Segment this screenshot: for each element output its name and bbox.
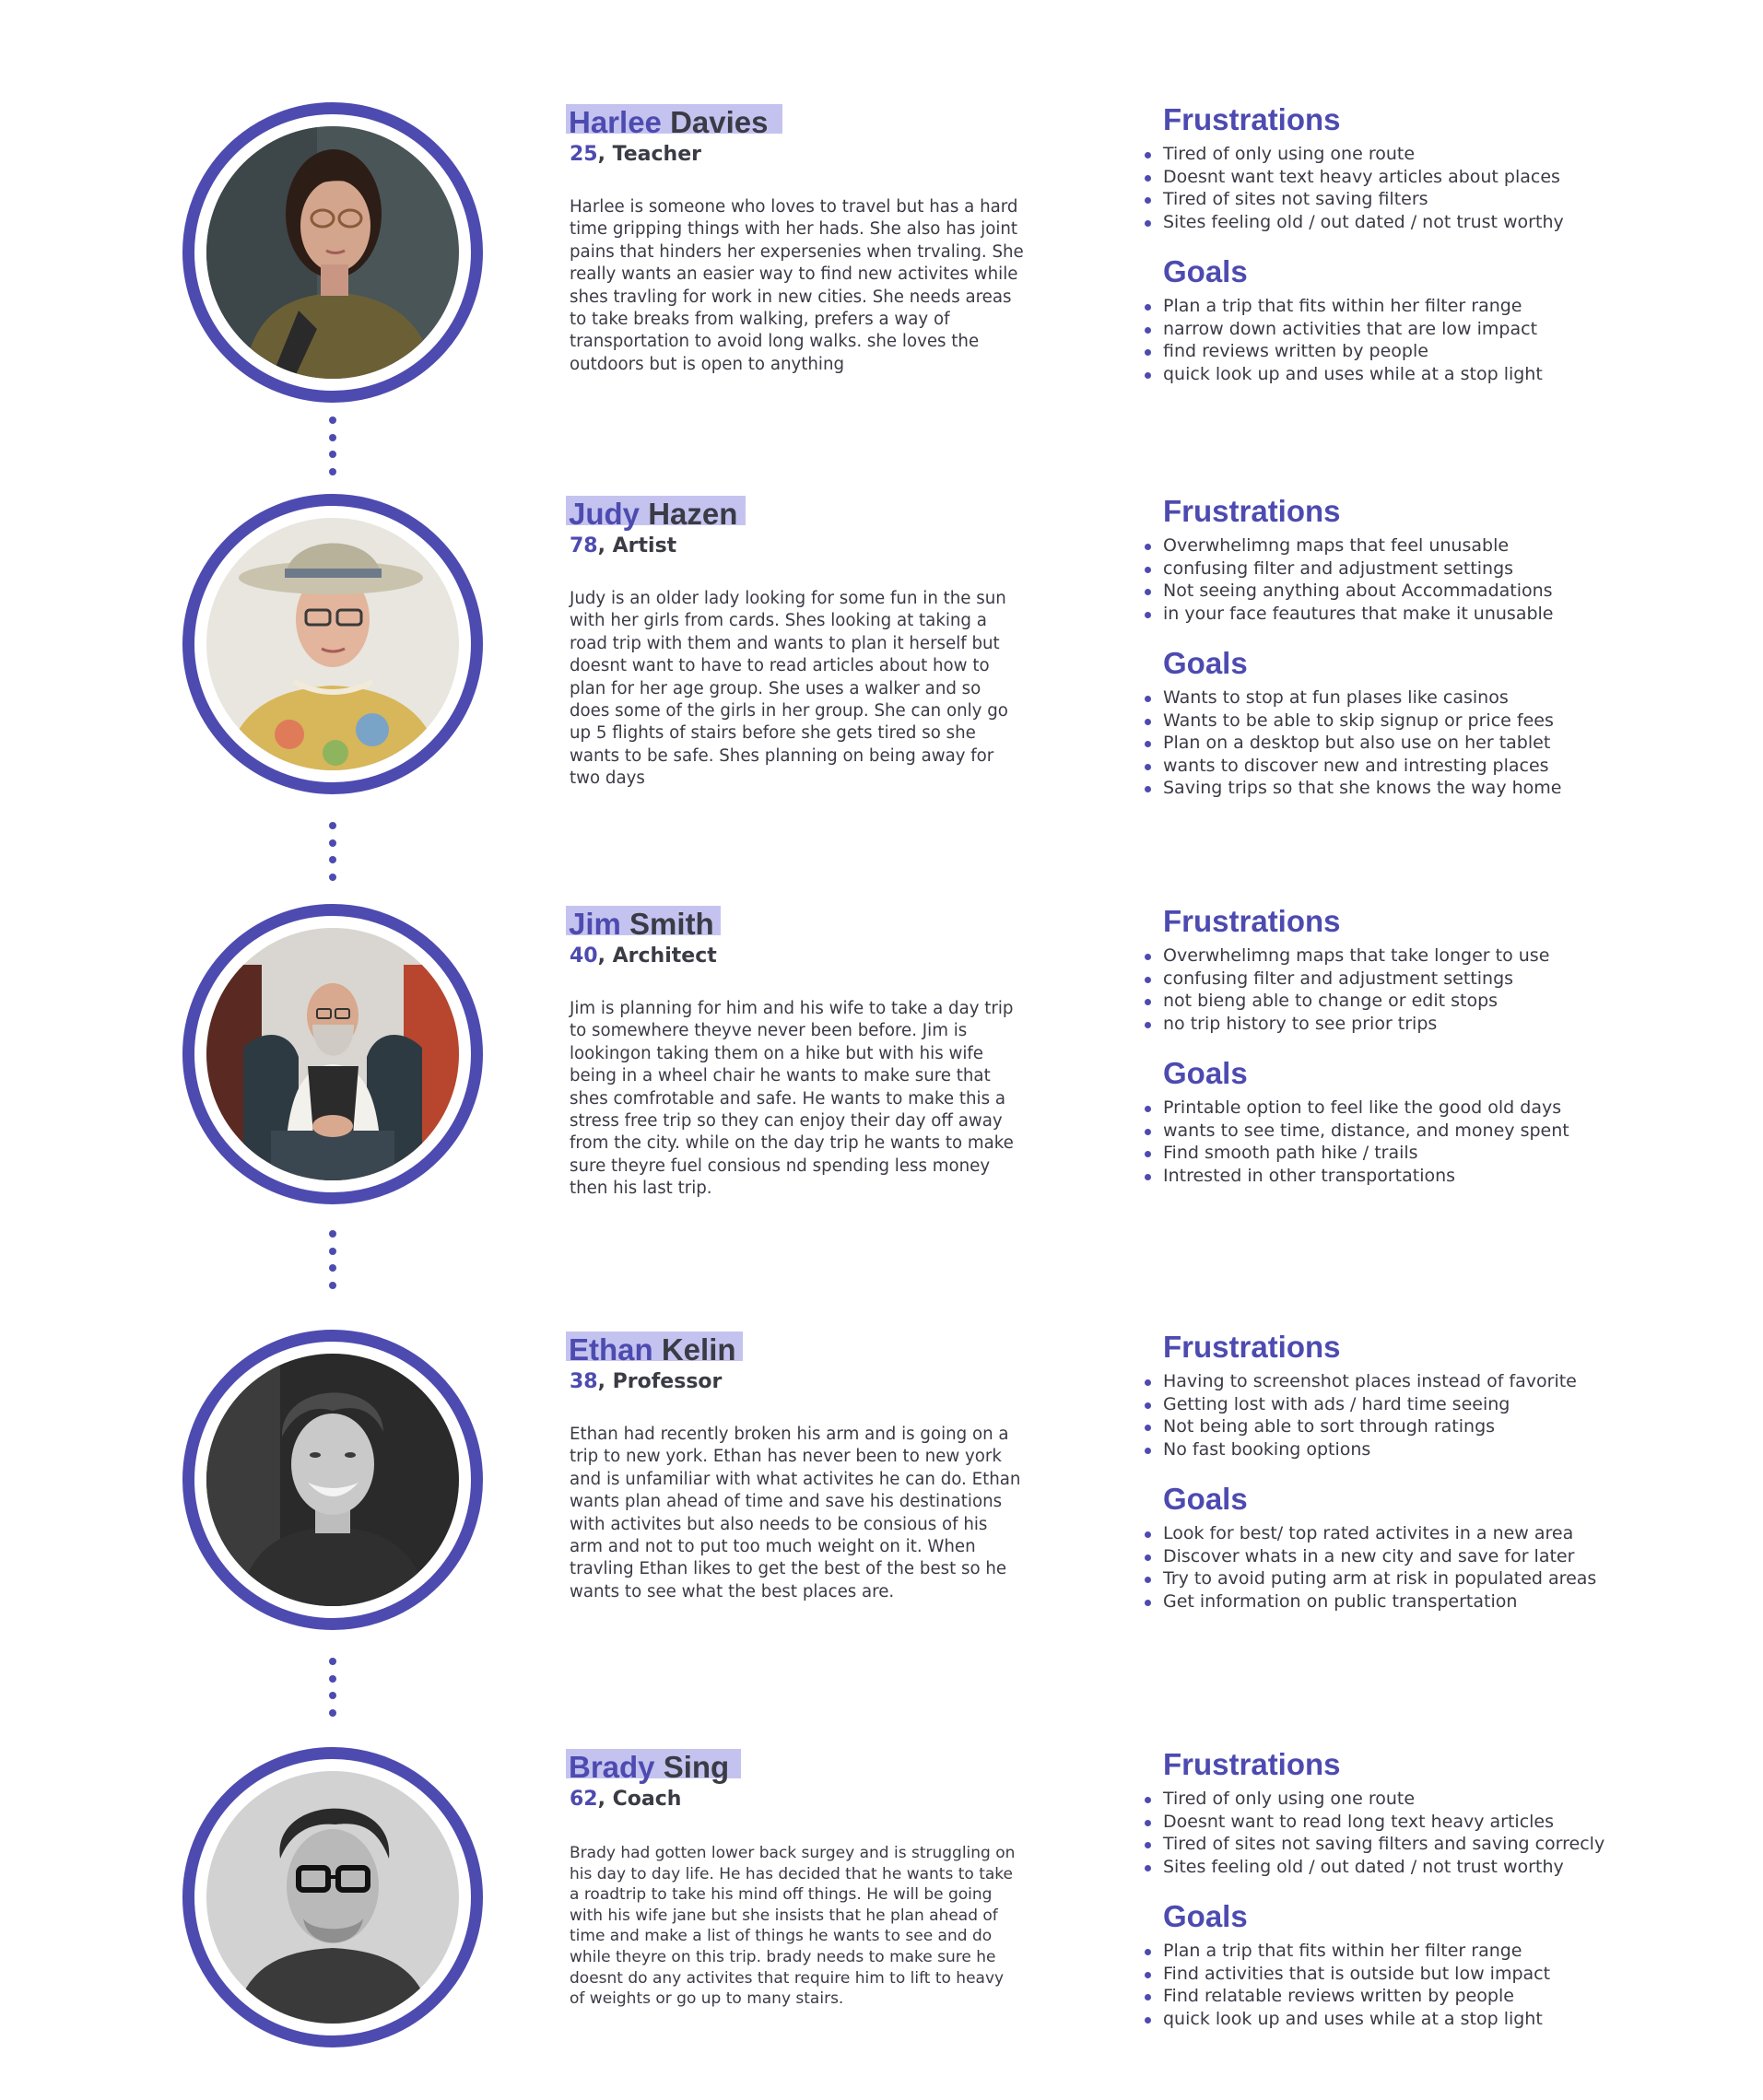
persona-name: Judy Hazen — [569, 494, 737, 534]
goals-list — [1144, 295, 1543, 385]
list-item: Overwhelimng maps that feel unusable — [1144, 534, 1554, 557]
avatar — [182, 494, 483, 794]
list-item: Discover whats in a new city and save for later — [1144, 1545, 1596, 1568]
persona-age-occupation: 62, Coach — [570, 1788, 682, 1811]
persona-photo — [206, 126, 459, 379]
list-item: Doesnt want to read long text heavy articles — [1144, 1811, 1604, 1834]
list-item: Get information on public transpertation — [1144, 1590, 1596, 1613]
persona-bio: Harlee is someone who loves to travel but has a hard time gripping things with her hads. She also has joint pains that hinders her expersenies when trvaling. She really wants an easier way to find new activites while shes travling for work in new cities. She needs areas to take breaks from walking, prefers a way of transportation to avoid long walks. she loves the outdoors but is open to anything — [570, 197, 1024, 374]
persona-card — [0, 1742, 1763, 2055]
persona-card — [0, 898, 1763, 1212]
list-item: Find smooth path hike / trails — [1144, 1142, 1569, 1165]
frustrations-heading: Frustrations — [1163, 1330, 1341, 1364]
list-item: Intrested in other transportations — [1144, 1165, 1569, 1188]
goals-list — [1144, 686, 1561, 800]
goals-heading: Goals — [1163, 1056, 1248, 1090]
list-item: confusing filter and adjustment settings — [1144, 968, 1549, 991]
frustrations-list — [1144, 143, 1564, 233]
list-item: quick look up and uses while at a stop light — [1144, 363, 1543, 386]
persona-card — [0, 488, 1763, 802]
list-item: Find activities that is outside but low impact — [1144, 1963, 1550, 1986]
persona-bio: Judy is an older lady looking for some fun in the sun with her girls from cards. Shes looking at taking a road trip with them and wants to plan it herself but doesnt want to have to read articles about how to plan for her age group. She uses a walker and so does some of the girls in her group. She can only go up 5 flights of stairs before she gets tired so she wants to be safe. Shes planning on being away for two days — [570, 589, 1008, 789]
goals-list — [1144, 1097, 1569, 1187]
list-item: not bieng able to change or edit stops — [1144, 990, 1549, 1013]
timeline-connector — [329, 1230, 336, 1289]
list-item: Look for best/ top rated activites in a new area — [1144, 1522, 1596, 1545]
persona-card — [0, 97, 1763, 410]
persona-name: Jim Smith — [569, 904, 714, 944]
frustrations-list — [1144, 534, 1554, 625]
avatar — [182, 904, 483, 1204]
persona-age-occupation: 40, Architect — [570, 944, 717, 968]
timeline-connector — [329, 822, 336, 881]
list-item: Overwhelimng maps that take longer to use — [1144, 944, 1549, 968]
list-item: Tired of sites not saving filters — [1144, 188, 1564, 211]
persona-age-occupation: 38, Professor — [570, 1370, 723, 1393]
goals-heading: Goals — [1163, 1899, 1248, 1933]
list-item: Tired of only using one route — [1144, 143, 1564, 166]
goals-heading: Goals — [1163, 646, 1248, 680]
persona-bio: Ethan had recently broken his arm and is going on a trip to new york. Ethan has never been to new york and is unfamiliar with what activites he can do. Ethan wants plan ahead of time and save his destinations with activites but also needs to be consious of his arm and not to put too much weight on it. When travling Ethan likes to get the best of the best so he wants to see what the best places are. — [570, 1425, 1021, 1601]
list-item: Tired of only using one route — [1144, 1788, 1604, 1811]
persona-bio: Jim is planning for him and his wife to take a day trip to somewhere theyve never been before. Jim is lookingon taking them on a hike but with his wife being in a wheel chair he wants to make sure that shes comfrotable and safe. He wants to make this a stress free trip so they can enjoy their day off away from the city. while on the day trip he wants to make sure theyre fuel consious nd spending less money then his last trip. — [570, 999, 1014, 1199]
list-item: quick look up and uses while at a stop light — [1144, 2008, 1550, 2031]
persona-photo — [206, 1771, 459, 2024]
frustrations-heading: Frustrations — [1163, 1747, 1341, 1781]
list-item: Wants to stop at fun plases like casinos — [1144, 686, 1561, 710]
persona-photo — [206, 518, 459, 770]
list-item: Tired of sites not saving filters and saving correcly — [1144, 1833, 1604, 1856]
list-item: wants to see time, distance, and money spent — [1144, 1120, 1569, 1143]
list-item: Having to screenshot places instead of favorite — [1144, 1370, 1577, 1393]
avatar — [182, 102, 483, 403]
frustrations-list — [1144, 944, 1549, 1035]
frustrations-heading: Frustrations — [1163, 904, 1341, 938]
frustrations-heading: Frustrations — [1163, 102, 1341, 136]
list-item: Saving trips so that she knows the way home — [1144, 777, 1561, 800]
list-item: Sites feeling old / out dated / not trust worthy — [1144, 1856, 1604, 1879]
frustrations-list — [1144, 1370, 1577, 1461]
persona-name: Brady Sing — [569, 1747, 729, 1788]
goals-list — [1144, 1522, 1596, 1613]
persona-age-occupation: 78, Artist — [570, 534, 677, 557]
persona-bio: Brady had gotten lower back surgey and is struggling on his day to day life. He has decided that he wants to take a roadtrip to take his mind off things. He will be going with his wife jane but she insists that he plan ahead of time and make a list of things he wants to see and do while theyre on this trip. brady needs to make sure he doesnt do any activites that require him to lift to heavy of weights or go up to many stairs. — [570, 1844, 1016, 2009]
list-item: confusing filter and adjustment settings — [1144, 557, 1554, 581]
list-item: in your face feautures that make it unusable — [1144, 603, 1554, 626]
timeline-connector — [329, 416, 336, 475]
persona-name: Ethan Kelin — [569, 1330, 736, 1370]
list-item: Wants to be able to skip signup or price fees — [1144, 710, 1561, 733]
goals-heading: Goals — [1163, 1482, 1248, 1516]
list-item: Getting lost with ads / hard time seeing — [1144, 1393, 1577, 1416]
list-item: Plan on a desktop but also use on her tablet — [1144, 732, 1561, 755]
list-item: Not seeing anything about Accommadations — [1144, 580, 1554, 603]
frustrations-heading: Frustrations — [1163, 494, 1341, 528]
list-item: wants to discover new and intresting places — [1144, 755, 1561, 778]
list-item: Try to avoid puting arm at risk in populated areas — [1144, 1567, 1596, 1590]
goals-list — [1144, 1940, 1550, 2030]
persona-age-occupation: 25, Teacher — [570, 143, 701, 166]
list-item: no trip history to see prior trips — [1144, 1013, 1549, 1036]
persona-name: Harlee Davies — [569, 102, 769, 143]
list-item: Plan a trip that fits within her filter range — [1144, 295, 1543, 318]
list-item: Not being able to sort through ratings — [1144, 1415, 1577, 1438]
persona-photo — [206, 1354, 459, 1606]
frustrations-list — [1144, 1788, 1604, 1878]
avatar — [182, 1747, 483, 2047]
persona-card — [0, 1324, 1763, 1637]
timeline-connector — [329, 1658, 336, 1717]
list-item: Doesnt want text heavy articles about places — [1144, 166, 1564, 189]
list-item: Printable option to feel like the good old days — [1144, 1097, 1569, 1120]
list-item: Sites feeling old / out dated / not trust worthy — [1144, 211, 1564, 234]
list-item: No fast booking options — [1144, 1438, 1577, 1461]
list-item: Plan a trip that fits within her filter range — [1144, 1940, 1550, 1963]
goals-heading: Goals — [1163, 254, 1248, 288]
avatar — [182, 1330, 483, 1630]
list-item: find reviews written by people — [1144, 340, 1543, 363]
list-item: Find relatable reviews written by people — [1144, 1985, 1550, 2008]
list-item: narrow down activities that are low impact — [1144, 318, 1543, 341]
persona-photo — [206, 928, 459, 1180]
